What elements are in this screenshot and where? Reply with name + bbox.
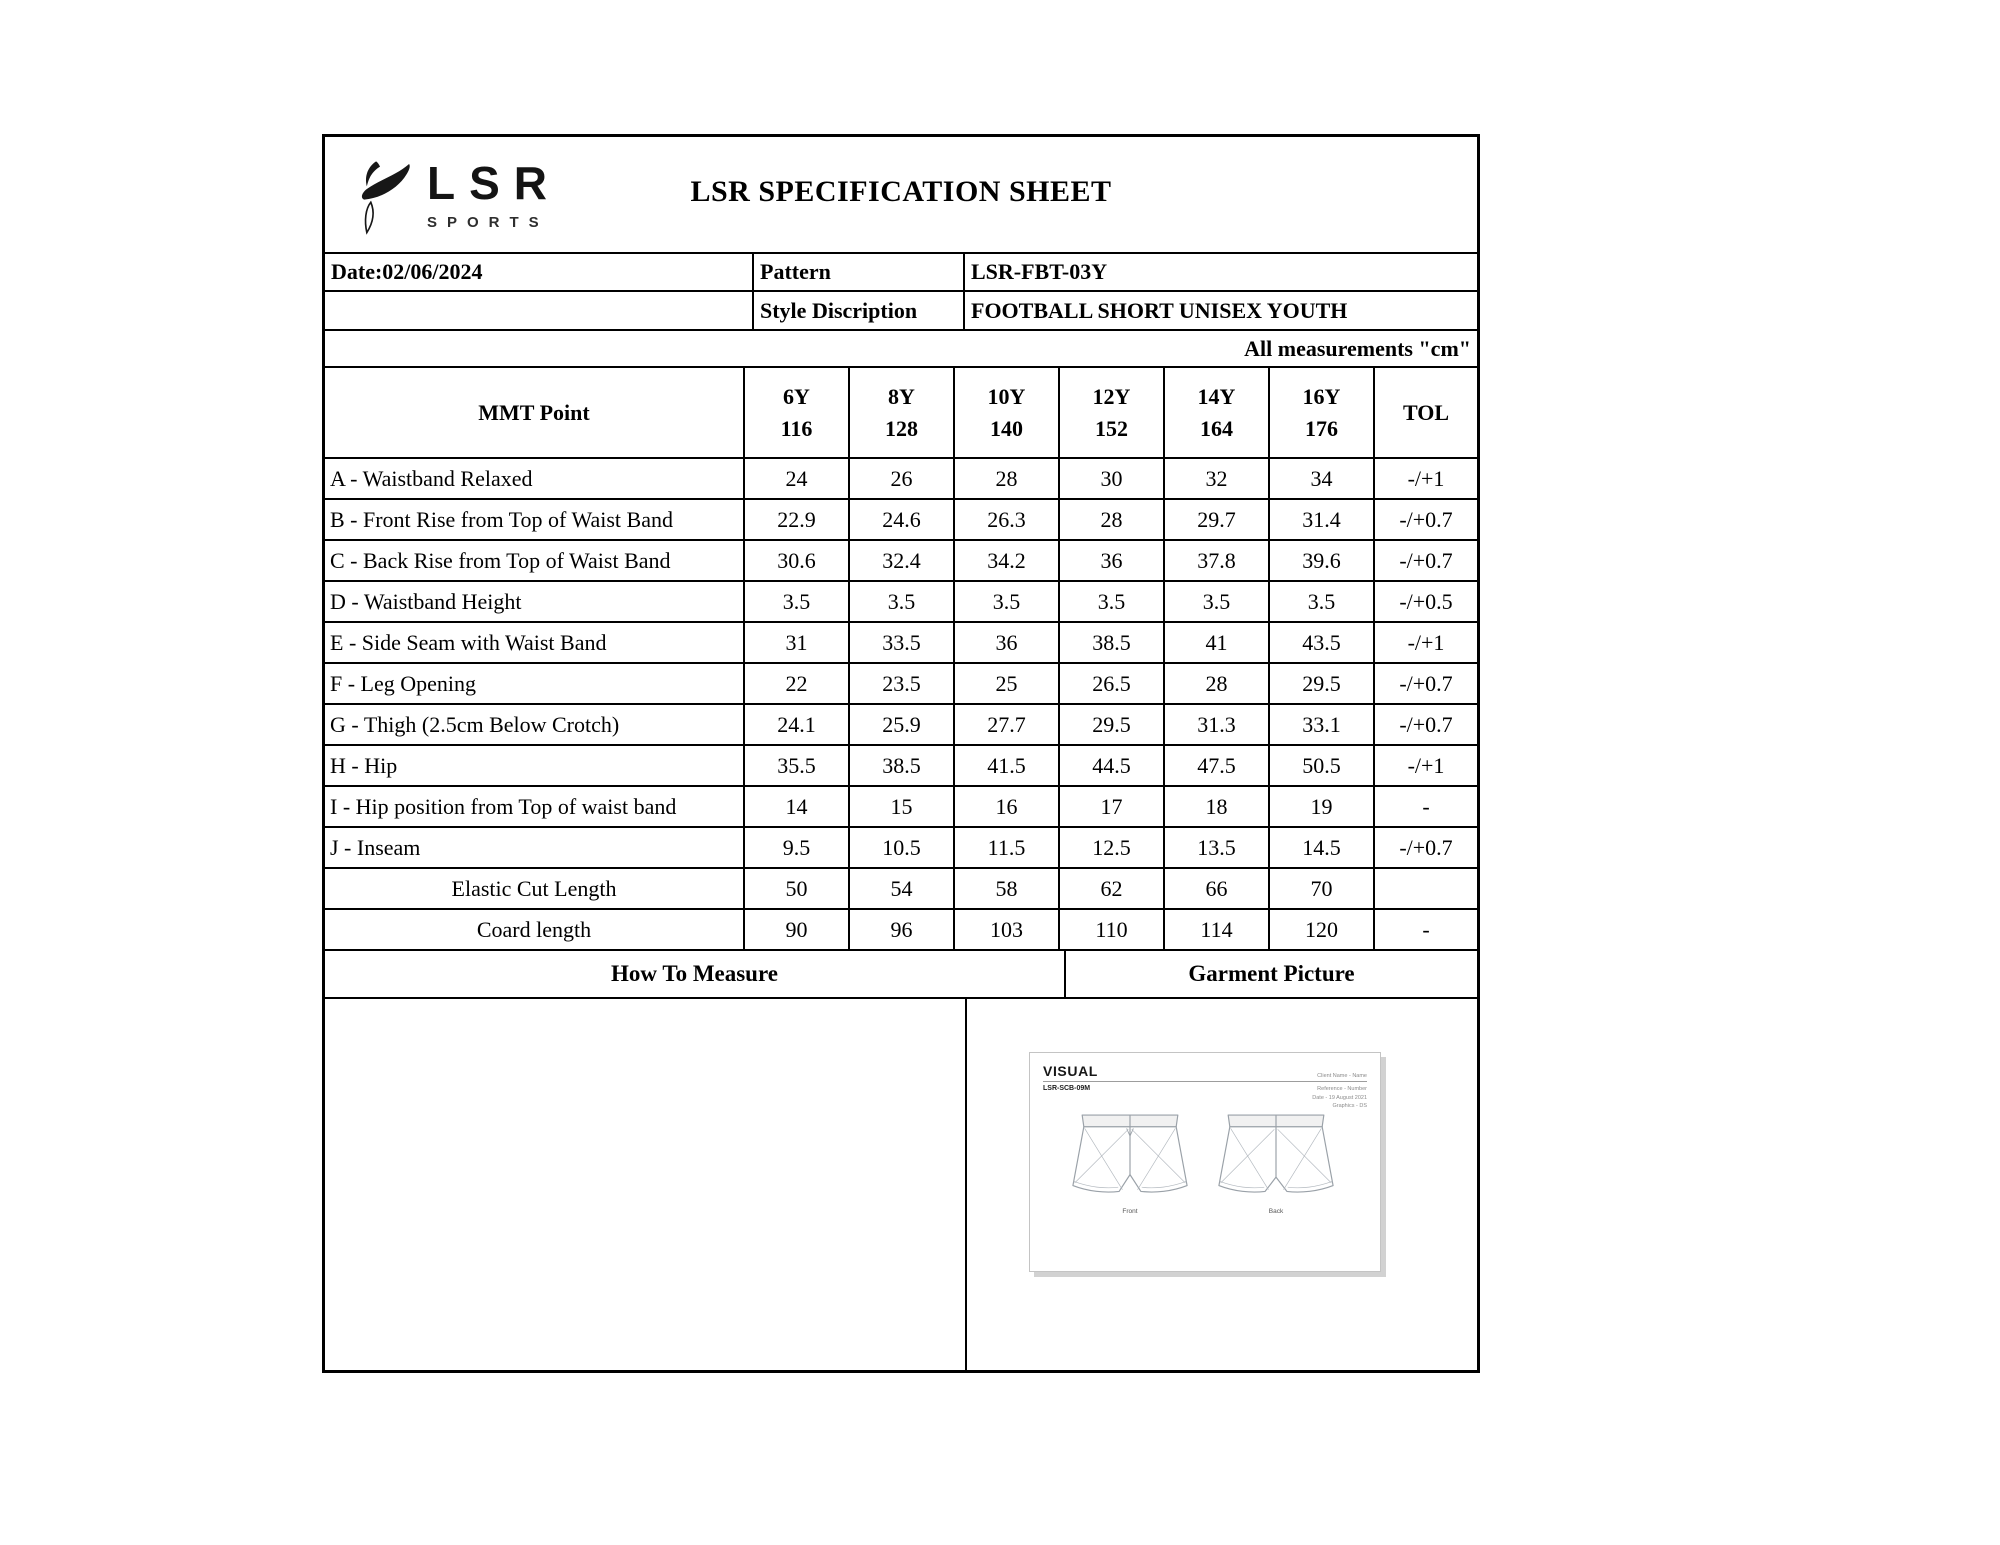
visual-reference-line: Reference - Number — [1317, 1086, 1367, 1092]
measurement-value: 22 — [745, 664, 850, 703]
size-bottom: 176 — [1305, 415, 1338, 441]
measurement-value: 14.5 — [1270, 828, 1375, 867]
measurement-value: 70 — [1270, 869, 1375, 908]
measurement-value: 54 — [850, 869, 955, 908]
measurement-value: 3.5 — [1270, 582, 1375, 621]
measurement-value: 26 — [850, 459, 955, 498]
measurement-value: 36 — [1060, 541, 1165, 580]
mmt-point-label: F - Leg Opening — [325, 664, 745, 703]
mmt-point-label: Elastic Cut Length — [325, 869, 745, 908]
table-row-d — [325, 582, 1477, 623]
tolerance-value: -/+0.7 — [1399, 547, 1453, 573]
pattern-value: LSR-FBT-03Y — [971, 259, 1108, 284]
pattern-label: Pattern — [754, 254, 965, 290]
visual-code: LSR-SCB-09M — [1043, 1085, 1091, 1092]
style-row — [325, 292, 1477, 331]
measurement-value: 32 — [1165, 459, 1270, 498]
measurement-value: 110 — [1060, 910, 1165, 949]
measurement-value: 31 — [745, 623, 850, 662]
measurement-value: 34.2 — [955, 541, 1060, 580]
measurement-value: 25.9 — [850, 705, 955, 744]
tolerance-value: -/+0.5 — [1399, 588, 1453, 614]
measurement-value: 43.5 — [1270, 623, 1375, 662]
measurement-value: 3.5 — [1060, 582, 1165, 621]
table-row-i — [325, 787, 1477, 828]
measurement-value: 19 — [1270, 787, 1375, 826]
measurement-value: 62 — [1060, 869, 1165, 908]
visual-header — [1043, 1063, 1367, 1079]
measurement-value: 32.4 — [850, 541, 955, 580]
size-header-12y — [1060, 368, 1165, 457]
tol-header: TOL — [1402, 399, 1450, 425]
measurement-value: 29.7 — [1165, 500, 1270, 539]
measurement-value: 96 — [850, 910, 955, 949]
size-bottom: 152 — [1095, 415, 1128, 441]
measurement-value: 27.7 — [955, 705, 1060, 744]
measurement-value: 41.5 — [955, 746, 1060, 785]
visual-sheet — [1029, 1052, 1381, 1272]
mmt-point-label: G - Thigh (2.5cm Below Crotch) — [325, 705, 745, 744]
table-row-j — [325, 828, 1477, 869]
measurement-value: 15 — [850, 787, 955, 826]
tolerance-value: -/+0.7 — [1399, 711, 1453, 737]
measurement-value: 120 — [1270, 910, 1375, 949]
visual-date-line: Date - 19 August 2021 — [1312, 1094, 1367, 1101]
shorts-front-flat-icon — [1066, 1110, 1194, 1204]
shorts-back-flat-icon — [1212, 1110, 1340, 1204]
measurement-value: 47.5 — [1165, 746, 1270, 785]
measurement-value: 44.5 — [1060, 746, 1165, 785]
tolerance-value: -/+1 — [1407, 465, 1445, 491]
size-header-8y — [850, 368, 955, 457]
size-header-16y — [1270, 368, 1375, 457]
shorts-back-drawing — [1212, 1110, 1340, 1215]
shorts-front-drawing — [1066, 1110, 1194, 1215]
measurement-value: 26.5 — [1060, 664, 1165, 703]
measurement-value: 37.8 — [1165, 541, 1270, 580]
measurement-value: 50.5 — [1270, 746, 1375, 785]
front-label: Front — [1122, 1208, 1138, 1215]
measurement-value: 38.5 — [850, 746, 955, 785]
measurement-value: 35.5 — [745, 746, 850, 785]
mmt-point-label: E - Side Seam with Waist Band — [325, 623, 745, 662]
table-row-h — [325, 746, 1477, 787]
mmt-point-label: I - Hip position from Top of waist band — [325, 787, 745, 826]
visual-client-line: Client Name - Name — [1317, 1073, 1367, 1079]
measurement-value: 90 — [745, 910, 850, 949]
visual-meta-block — [1312, 1085, 1367, 1111]
measurement-value: 25 — [955, 664, 1060, 703]
logo-brand-text: LSR — [427, 157, 561, 210]
size-header-14y — [1165, 368, 1270, 457]
mmt-point-label: C - Back Rise from Top of Waist Band — [325, 541, 745, 580]
measurement-value: 33.1 — [1270, 705, 1375, 744]
measurement-value: 13.5 — [1165, 828, 1270, 867]
measurement-value: 39.6 — [1270, 541, 1375, 580]
sheet-header — [325, 137, 1477, 254]
measurement-value: 33.5 — [850, 623, 955, 662]
size-top: 12Y — [1092, 383, 1131, 409]
size-top: 8Y — [888, 383, 915, 409]
table-row-c — [325, 541, 1477, 582]
size-top: 6Y — [783, 383, 810, 409]
tolerance-value: - — [1422, 916, 1430, 942]
style-label: Style Discription — [754, 292, 965, 329]
size-top: 10Y — [987, 383, 1026, 409]
measurement-value: 31.4 — [1270, 500, 1375, 539]
tolerance-value: -/+0.7 — [1399, 506, 1453, 532]
measurement-value: 24 — [745, 459, 850, 498]
table-row-f — [325, 664, 1477, 705]
measurement-value: 9.5 — [745, 828, 850, 867]
measurement-value: 24.1 — [745, 705, 850, 744]
measurement-value: 114 — [1165, 910, 1270, 949]
measurement-value: 3.5 — [850, 582, 955, 621]
measurement-value: 14 — [745, 787, 850, 826]
size-header-10y — [955, 368, 1060, 457]
measurement-value: 17 — [1060, 787, 1165, 826]
style-value: FOOTBALL SHORT UNISEX YOUTH — [971, 297, 1348, 323]
units-note: All measurements "cm" — [325, 331, 1477, 368]
measurement-value: 18 — [1165, 787, 1270, 826]
table-row-coard — [325, 910, 1477, 951]
measurement-value: 26.3 — [955, 500, 1060, 539]
measurement-value: 3.5 — [955, 582, 1060, 621]
size-bottom: 140 — [990, 415, 1023, 441]
mmt-point-label: J - Inseam — [325, 828, 745, 867]
measurement-value: 23.5 — [850, 664, 955, 703]
tolerance-value: - — [1422, 793, 1430, 819]
garment-picture-header: Garment Picture — [1188, 961, 1355, 986]
tolerance-value: -/+1 — [1407, 629, 1445, 655]
table-row-e — [325, 623, 1477, 664]
tolerance-value — [1375, 869, 1477, 908]
measurement-value: 3.5 — [1165, 582, 1270, 621]
date-value: Date:02/06/2024 — [325, 254, 754, 290]
size-bottom: 128 — [885, 415, 918, 441]
visual-rule — [1043, 1081, 1367, 1082]
measurement-value: 41 — [1165, 623, 1270, 662]
back-label: Back — [1268, 1208, 1284, 1215]
sheet-title: LSR SPECIFICATION SHEET — [690, 175, 1112, 208]
size-header-6y — [745, 368, 850, 457]
mmt-point-header: MMT Point — [325, 368, 745, 457]
measurement-value: 16 — [955, 787, 1060, 826]
table-row-elastic — [325, 869, 1477, 910]
measurement-value: 29.5 — [1060, 705, 1165, 744]
visual-graphics-line: Graphics - DS — [1332, 1103, 1367, 1110]
measurement-value: 10.5 — [850, 828, 955, 867]
tolerance-value: -/+1 — [1407, 752, 1445, 778]
tolerance-value: -/+0.7 — [1399, 834, 1453, 860]
measurement-value: 29.5 — [1270, 664, 1375, 703]
measurement-value: 28 — [1060, 500, 1165, 539]
date-pattern-row — [325, 254, 1477, 292]
measurement-value: 22.9 — [745, 500, 850, 539]
measurement-value: 30.6 — [745, 541, 850, 580]
size-bottom: 164 — [1200, 415, 1233, 441]
specification-sheet — [322, 134, 1480, 1373]
table-row-a — [325, 459, 1477, 500]
measurement-value: 50 — [745, 869, 850, 908]
size-top: 14Y — [1197, 383, 1236, 409]
tolerance-value: -/+0.7 — [1399, 670, 1453, 696]
measurement-value: 34 — [1270, 459, 1375, 498]
measurement-value: 31.3 — [1165, 705, 1270, 744]
visual-subheader — [1043, 1085, 1367, 1111]
measurement-value: 11.5 — [955, 828, 1060, 867]
mmt-point-label: A - Waistband Relaxed — [325, 459, 745, 498]
measurement-value: 58 — [955, 869, 1060, 908]
table-row-g — [325, 705, 1477, 746]
mmt-point-label: B - Front Rise from Top of Waist Band — [325, 500, 745, 539]
mmt-point-label: D - Waistband Height — [325, 582, 745, 621]
logo-sub-text: SPORTS — [427, 213, 549, 231]
measurement-value: 28 — [1165, 664, 1270, 703]
mmt-point-label: Coard length — [325, 910, 745, 949]
measurement-value: 66 — [1165, 869, 1270, 908]
empty-cell — [325, 292, 754, 329]
measurement-value: 12.5 — [1060, 828, 1165, 867]
table-row-b — [325, 500, 1477, 541]
how-to-measure-area — [325, 999, 967, 1370]
garment-picture-area — [967, 999, 1477, 1370]
size-bottom: 116 — [780, 415, 813, 441]
measurement-value: 24.6 — [850, 500, 955, 539]
measurement-value: 38.5 — [1060, 623, 1165, 662]
measurement-value: 103 — [955, 910, 1060, 949]
table-header-row — [325, 368, 1477, 459]
measurement-value: 3.5 — [745, 582, 850, 621]
measurement-value: 36 — [955, 623, 1060, 662]
mmt-point-label: H - Hip — [325, 746, 745, 785]
bottom-content-row — [325, 999, 1477, 1370]
how-to-measure-header: How To Measure — [325, 951, 1066, 997]
measurement-value: 28 — [955, 459, 1060, 498]
section-header-row — [325, 951, 1477, 999]
size-top: 16Y — [1302, 383, 1341, 409]
measurement-value: 30 — [1060, 459, 1165, 498]
visual-title: VISUAL — [1043, 1063, 1098, 1079]
